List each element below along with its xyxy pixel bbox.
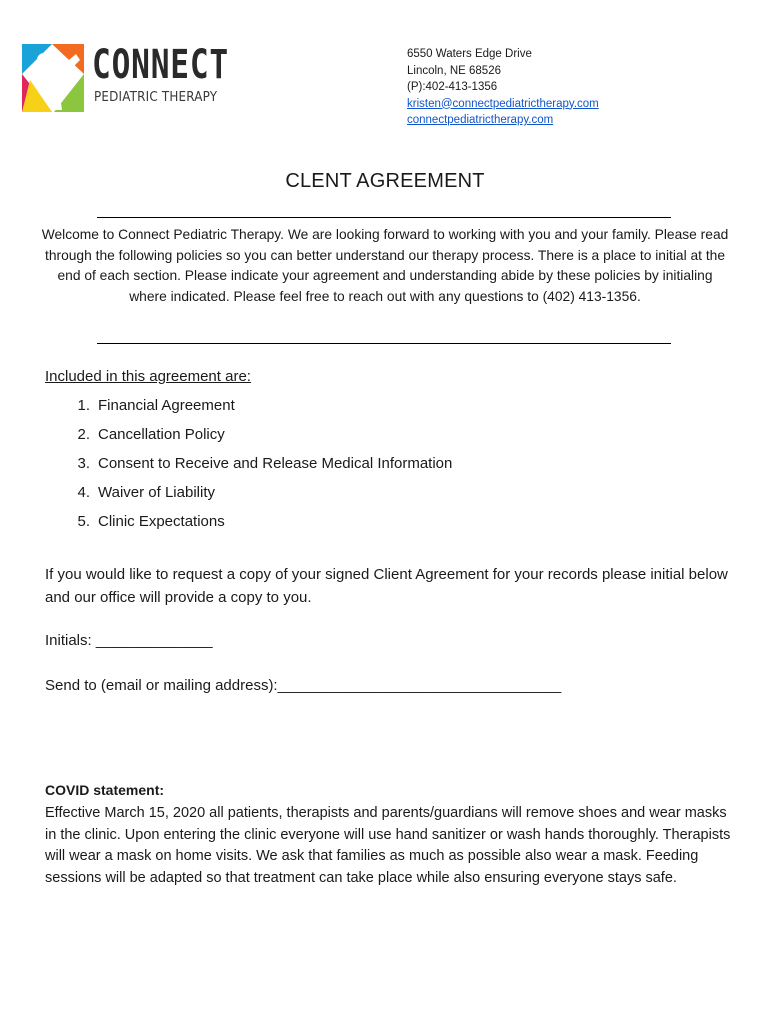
initials-field[interactable]: Initials: ______________ (45, 632, 213, 649)
logo-subtitle: PEDIATRIC THERAPY (94, 90, 218, 105)
list-item-label: Financial Agreement (98, 397, 235, 414)
address-block (407, 46, 599, 129)
included-heading: Included in this agreement are: (45, 368, 251, 385)
website-link[interactable]: connectpediatrictherapy.com (407, 114, 554, 126)
list-item-label: Consent to Receive and Release Medical Information (98, 455, 453, 472)
document-title: CLENT AGREEMENT (285, 170, 485, 192)
address-city: Lincoln, NE 68526 (407, 64, 501, 77)
list-item-label: Cancellation Policy (98, 426, 225, 443)
covid-heading: COVID statement: (45, 782, 165, 798)
logo-wordmark: CONNECT (92, 42, 229, 88)
divider-top (97, 217, 671, 218)
list-item-number: 5. (77, 513, 90, 530)
agreement-items-list (45, 394, 452, 539)
intro-paragraph: Welcome to Connect Pediatric Therapy. We are looking forward to working with you and your family. Please read through the following policies so you can better understand our therapy process. There is a place to initial at the end of each section. Please indicate your agreement and understanding abide by these policies by initialing where indicated. Please feel free to reach out with any questions to (402) 413-1356. (41, 227, 729, 304)
list-item-number: 2. (77, 426, 90, 443)
list-item-label: Waiver of Liability (98, 484, 215, 501)
divider-bottom (97, 343, 671, 344)
covid-statement: Effective March 15, 2020 all patients, therapists and parents/guardians will remove shoes and wear masks in the clinic. Upon entering the clinic everyone will use hand sanitizer or wash hands thoroughly. Therapists will wear a mask on home visits. We ask that families as much as possible also wear a mask. Feeding sessions will be adapted so that treatment can take place while also ensuring everyone stays safe. (45, 805, 731, 887)
address-street: 6550 Waters Edge Drive (407, 48, 532, 60)
list-item (45, 394, 452, 423)
list-item-number: 3. (77, 455, 90, 472)
copy-request-text: If you would like to request a copy of your signed Client Agreement for your records please initial below and our office will provide a copy to you. (45, 566, 728, 606)
connect-logo (22, 40, 232, 116)
list-item-number: 4. (77, 484, 90, 501)
list-item (45, 423, 452, 452)
list-item (45, 452, 452, 481)
email-link[interactable]: kristen@connectpediatrictherapy.com (407, 97, 599, 110)
send-to-address-field[interactable]: Send to (email or mailing address):__________________________________ (45, 677, 562, 694)
list-item (45, 510, 452, 539)
list-item-number: 1. (77, 397, 90, 414)
list-item (45, 481, 452, 510)
list-item-label: Clinic Expectations (98, 513, 225, 530)
logo-mark-icon (22, 40, 88, 116)
address-phone: (P):402-413-1356 (407, 81, 498, 93)
